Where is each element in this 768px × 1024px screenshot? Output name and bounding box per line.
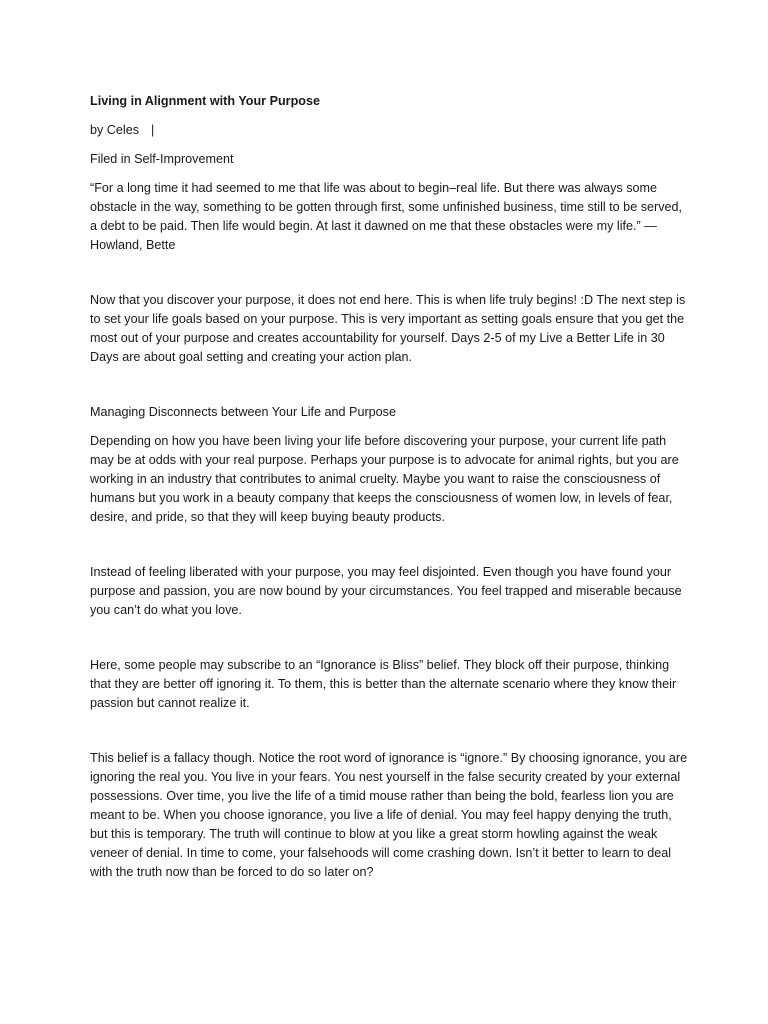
paragraph: This belief is a fallacy though. Notice the root word of ignorance is “ignore.” By choosing ignorance, you are ignoring the real you. You live in your fears. You nest yourself in the false security created by your external possessions. Over time, you live the life of a timid mouse rather than being the bold, fearless lion you are meant to be. When you choose ignorance, you live a life of denial. You may feel happy denying the truth, but this is temporary. The truth will continue to blow at you like a great storm howling against the weak veneer of denial. In time to come, your falsehoods will come crashing down. Isn’t it better to learn to deal with the truth now than be forced to do so later on? bbox=[90, 751, 688, 879]
byline bbox=[90, 121, 688, 140]
author-name: by Celes bbox=[90, 123, 139, 137]
paragraph: Now that you discover your purpose, it does not end here. This is when life truly begins! :D The next step is to set your life goals based on your purpose. This is very important as setting goals ensure that you get the most out of your purpose and creates accountability for yourself. Days 2-5 of my Live a Better Life in 30 Days are about goal setting and creating your action plan. bbox=[90, 293, 686, 364]
paragraph: Instead of feeling liberated with your purpose, you may feel disjointed. Even though you have found your purpose and passion, you are now bound by your circumstances. You feel trapped and miserable because you can’t do what you love. bbox=[90, 565, 682, 617]
paragraph: Depending on how you have been living your life before discovering your purpose, your current life path may be at odds with your real purpose. Perhaps your purpose is to advocate for animal rights, but you are working in an industry that contributes to animal cruelty. Maybe you want to raise the consciousness of humans but you work in a beauty company that keeps the consciousness of women low, in levels of fear, desire, and pride, so that they will keep buying beauty products. bbox=[90, 434, 679, 524]
category-label: Filed in Self-Improvement bbox=[90, 152, 234, 166]
article-title: Living in Alignment with Your Purpose bbox=[90, 94, 320, 108]
document-page bbox=[90, 92, 688, 892]
section-heading: Managing Disconnects between Your Life and Purpose bbox=[90, 405, 396, 419]
byline-separator: | bbox=[151, 123, 155, 137]
paragraph: Here, some people may subscribe to an “Ignorance is Bliss” belief. They block off their purpose, thinking that they are better off ignoring it. To them, this is better than the alternate scenario where they know their passion but cannot realize it. bbox=[90, 658, 677, 710]
epigraph-quote: “For a long time it had seemed to me that life was about to begin–real life. But there was always some obstacle in the way, something to be gotten through first, some unfinished business, time still to be served, a debt to be paid. Then life would begin. At last it dawned on me that these obstacles were my life.” — Howland, Bette bbox=[90, 181, 682, 252]
